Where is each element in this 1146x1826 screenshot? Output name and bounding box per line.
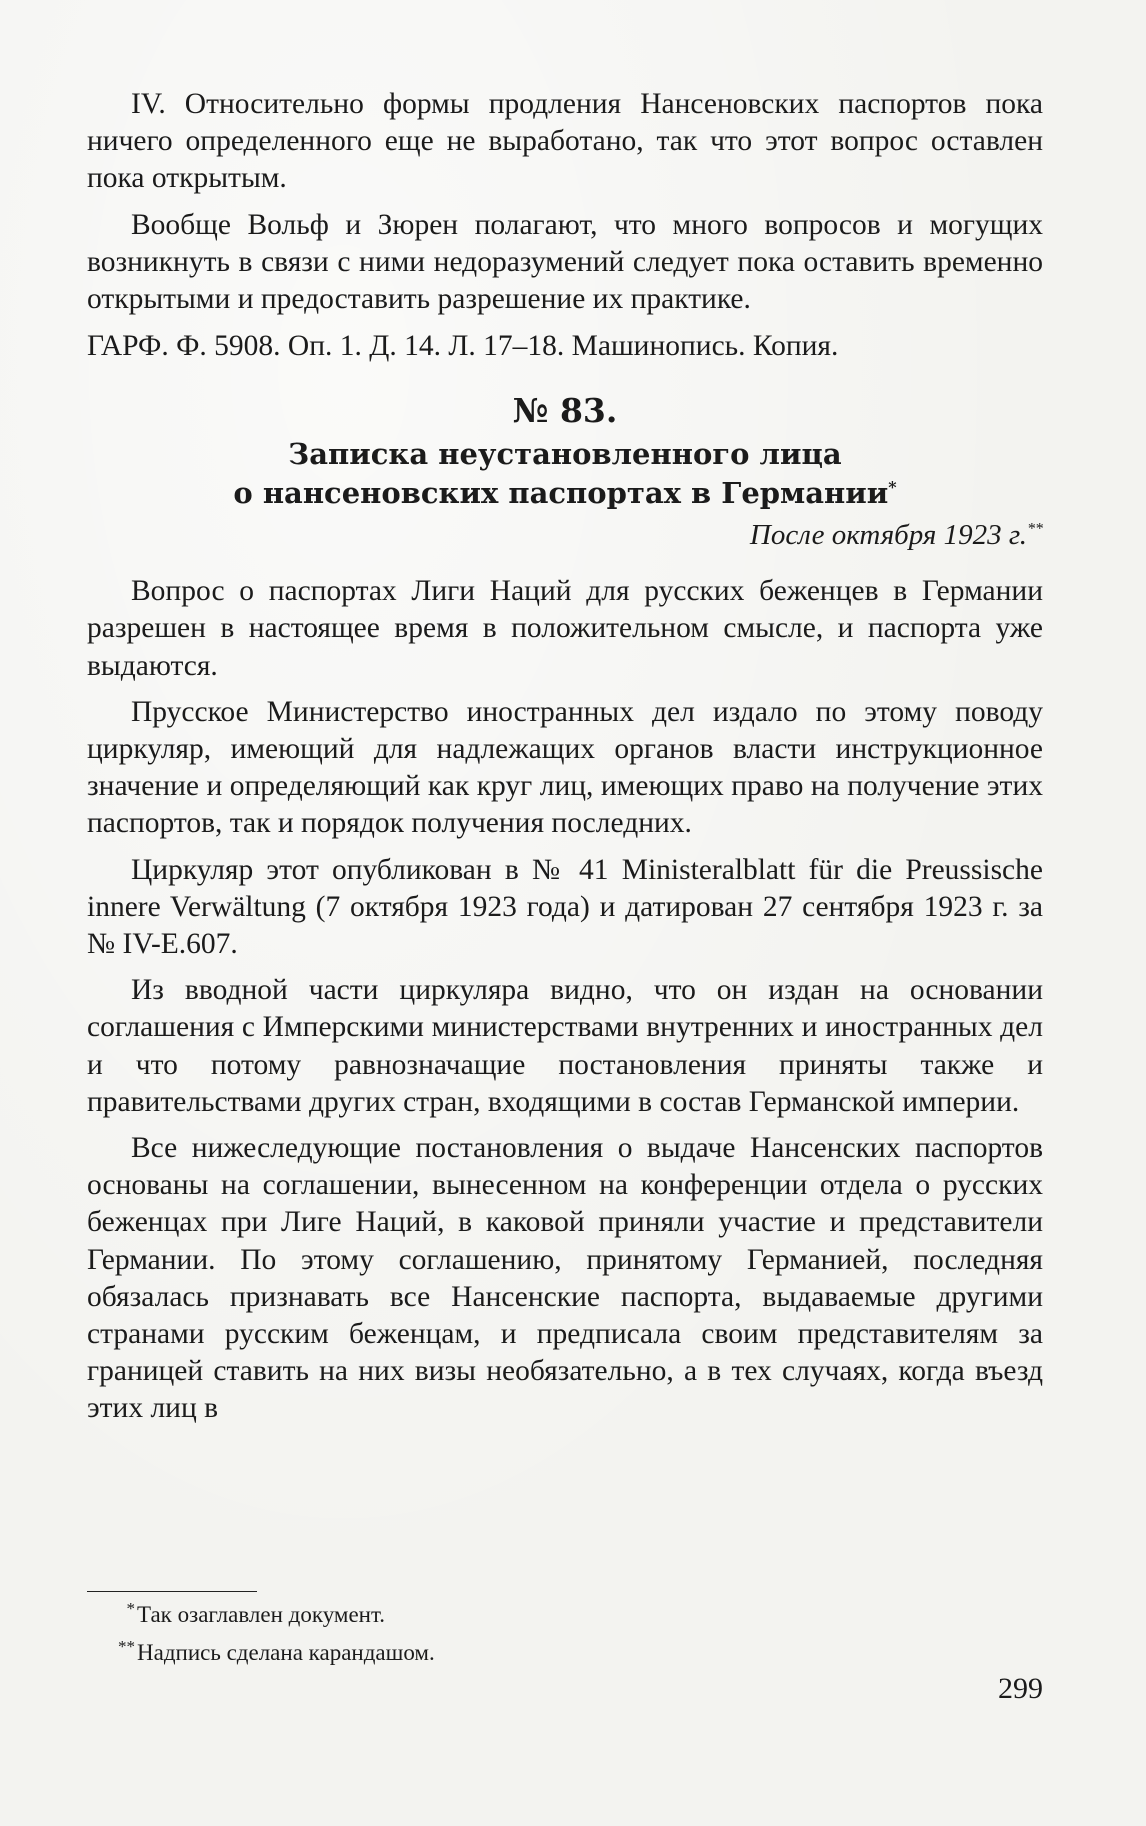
archive-reference: ГАРФ. Ф. 5908. Оп. 1. Д. 14. Л. 17–18. Машинопись. Копия. [87,330,839,363]
paragraph-3: Циркуляр этот опубликован в № 41 Ministeralblatt für die Preussische innere Verwältung (7 октября 1923 года) и датирован 27 сентября 1923 г. за № IV-E.607. [87,853,1043,961]
footnote-2-mark: ** [118,1637,135,1656]
paragraph-section-iv: IV. Относительно формы продления Нансеновских паспортов пока ничего определенного еще не выработано, так что этот вопрос оставлен пока открытым. [87,88,1043,195]
paragraph-4: Из вводной части циркуляра видно, что он издан на основании соглашения с Имперскими министерствами внутренних и иностранных дел и что потому равнозначащие постановления приняты также и правительствами других стран, входящими в состав Германской империи. [87,974,1043,1118]
footnote-1-mark: * [126,1599,135,1618]
footnote-marker-title: * [888,477,897,497]
footnote-1-text: Так озаглавлен документ. [137,1602,386,1627]
footnote-1 [87,1597,1043,1635]
footnote-2-text: Надпись сделана карандашом. [137,1640,435,1665]
footnotes [87,1597,1043,1673]
footnote-2 [87,1635,1043,1673]
document-title-line-1: Записка неустановленного лица [288,437,842,472]
document-date [87,515,1043,555]
paragraph-2: Прусское Министерство иностранных дел издало по этому поводу циркуляр, имеющий для надлежащих органов власти инструкционное значение и определяющий как круг лиц, имеющих право на получение этих паспортов, так и порядок получения последних. [87,695,1043,840]
paragraph-1: Вопрос о паспортах Лиги Наций для русских беженцев в Германии разрешен в настоящее время в положительном смысле, и паспорта уже выдаются. [87,575,1043,682]
main-text [87,86,1043,1437]
document-title-text: о нансеновских паспортах в Германии [233,476,889,511]
footnote-marker-date: ** [1027,520,1043,538]
page-number: 299 [998,1672,1043,1705]
paragraph-wolff-suren: Вообще Вольф и Зюрен полагают, что много вопросов и могущих возникнуть в связи с ними недоразумений следует пока оставить временно открытыми и предоставить разрешение их практике. [87,208,1043,316]
document-number: № 83. [512,391,618,431]
document-title-line-2 [87,474,1043,513]
document-date-text: После октября 1923 г. [749,519,1028,552]
paragraph-5: Все нижеследующие постановления о выдаче Нансенских паспортов основаны на соглашении, вынесенном на конференции отдела о русских беженцах при Лиге Наций, в каковой приняли участие и представители Германии. По этому соглашению, принятому Германией, последняя обязалась признавать все Нансенские паспорта, выдаваемые другими странами русским беженцам, и предписала своим представителям за границей ставить на них визы необязательно, а в тех случаях, когда въезд этих лиц в [87,1132,1043,1425]
